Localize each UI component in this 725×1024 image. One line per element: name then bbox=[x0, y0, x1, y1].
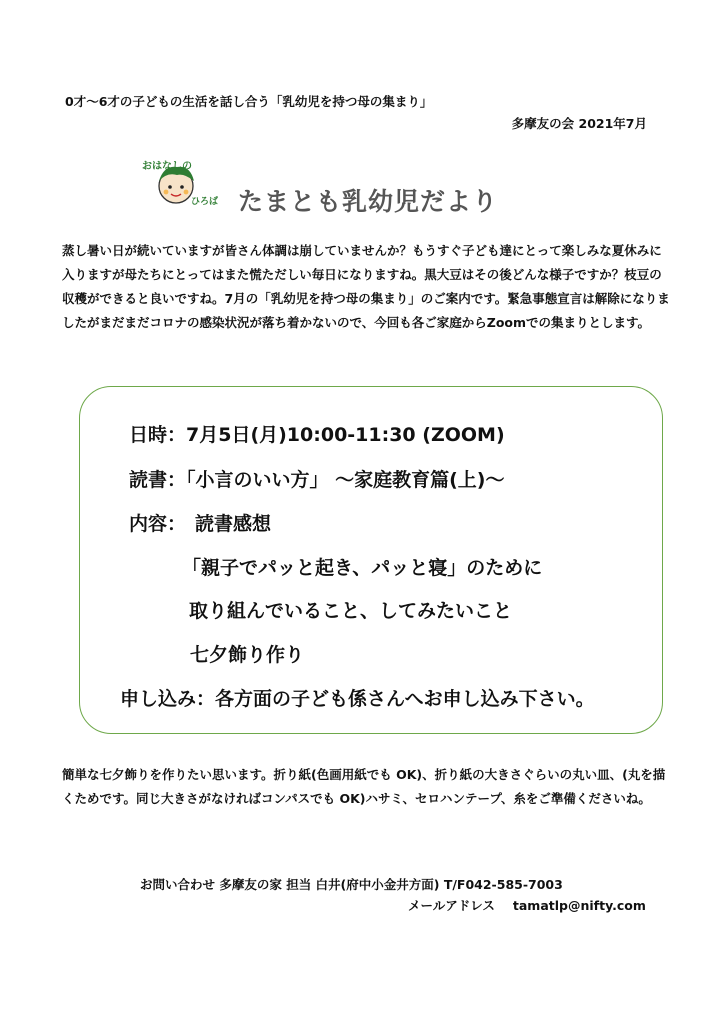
book-line: 読書：「小言のいい方」 ～家庭教育篇(上)～ bbox=[129, 469, 505, 491]
content-item-2: 取り組んでいること、してみたいこと bbox=[189, 600, 513, 622]
child-face-logo-icon bbox=[140, 157, 219, 207]
content-item-3: 七夕飾り作り bbox=[190, 644, 305, 666]
intro-paragraph: 蒸し暑い日が続いていますが皆さん体調は崩していませんか？もうすぐ子ども達にとって楽しみな夏休みに入りますが母たちにとってはまた慌ただしい毎日になりますね。黒大豆はその後どんな様子ですか？枝豆の収穫ができると良いですね。7月の「乳幼児を持つ母の集まり」のご案内です。緊急事態宣言は解除になりましたがまだまだコロナの感染状況が落ち着かないので、今回も各ご家庭からZoomでの集まりとします。 bbox=[62, 243, 670, 330]
event-date-line: 日時：7月5日(月)10:00-11:30 (ZOOM) bbox=[129, 424, 505, 446]
email-label: メールアドレス bbox=[408, 898, 495, 913]
logo-text-bottom: ひろば bbox=[191, 197, 219, 207]
email-line bbox=[408, 896, 646, 914]
application-line: 申し込み：各方面の子ども係さんへお申し込み下さい。 bbox=[120, 688, 595, 710]
newsletter-title: たまとも乳幼児だより bbox=[238, 187, 499, 216]
content-value: 読書感想 bbox=[195, 513, 272, 535]
contact-line: お問い合わせ 多摩友の家 担当 白井(府中小金井方面) T/F042-585-7003 bbox=[140, 877, 563, 892]
subtitle: 0才～6才の子どもの生活を話し合う「乳幼児を持つ母の集まり」 bbox=[65, 94, 433, 109]
content-label: 内容： bbox=[129, 513, 187, 535]
content-item-1: 「親子でパッと起き、パッと寝」のために bbox=[182, 557, 543, 579]
email-address[interactable]: tamatlp@nifty.com bbox=[512, 898, 646, 913]
logo-text-top: おはなしの bbox=[142, 161, 192, 172]
preparation-note: 簡単な七夕飾りを作りたい思います。折り紙(色画用紙でも OK)、折り紙の大きさぐらいの丸い皿、(丸を描くためです。同じ大きさがなければコンパスでも OK)ハサミ、セロハンテープ、糸をご準備くださいね。 bbox=[62, 767, 666, 806]
org-date: 多摩友の会 2021年7月 bbox=[511, 116, 647, 131]
